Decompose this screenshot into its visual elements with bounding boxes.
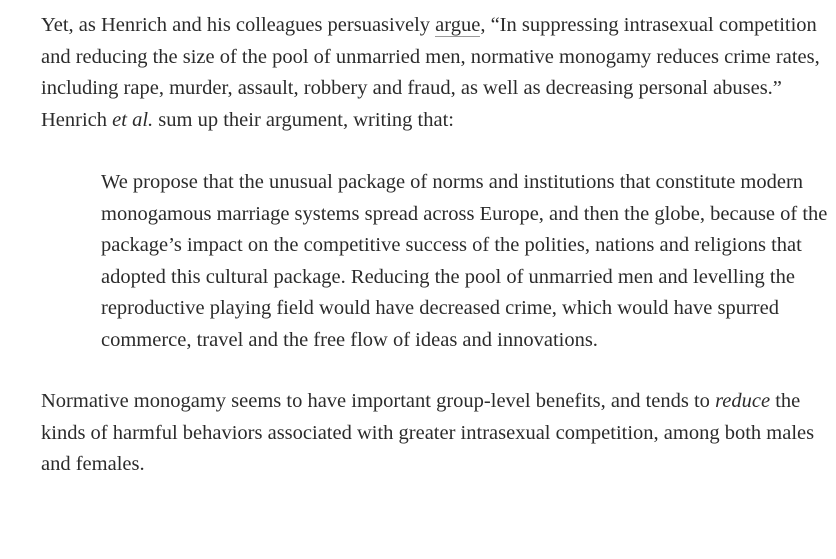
intro-paragraph bbox=[41, 10, 827, 136]
closing-paragraph bbox=[41, 386, 827, 481]
article-body bbox=[41, 10, 827, 481]
intro-text-2: , “In suppressing intrasexual competition and reducing the size of the pool of unmarried men, normative monogamy reduces crime rates, including rape, murder, assault, robbery and fraud, as well as decreasing personal abuses.” Henrich bbox=[41, 14, 820, 131]
intro-text-1: Yet, as Henrich and his colleagues persuasively bbox=[41, 14, 436, 36]
quote-text: We propose that the unusual package of norms and institutions that constitute modern monogamous marriage systems spread across Europe, and then the globe, because of the package’s impact on the competitive success of the polities, nations and religions that adopted this cultural package. Reducing the pool of unmarried men and levelling the reproductive playing field would have decreased crime, which would have spurred commerce, travel and the free flow of ideas and innovations. bbox=[101, 171, 828, 351]
et-al-italic: et al. bbox=[112, 108, 154, 131]
closing-text-1: Normative monogamy seems to have important group-level benefits, and tends to bbox=[41, 390, 716, 412]
block-quote bbox=[101, 167, 836, 356]
reduce-italic: reduce bbox=[715, 390, 771, 412]
argue-link[interactable]: argue bbox=[435, 14, 481, 36]
intro-text-3: sum up their argument, writing that: bbox=[153, 108, 454, 131]
closing-text-2: the kinds of harmful behaviors associated with greater intrasexual competition, among both males and females. bbox=[41, 390, 815, 475]
